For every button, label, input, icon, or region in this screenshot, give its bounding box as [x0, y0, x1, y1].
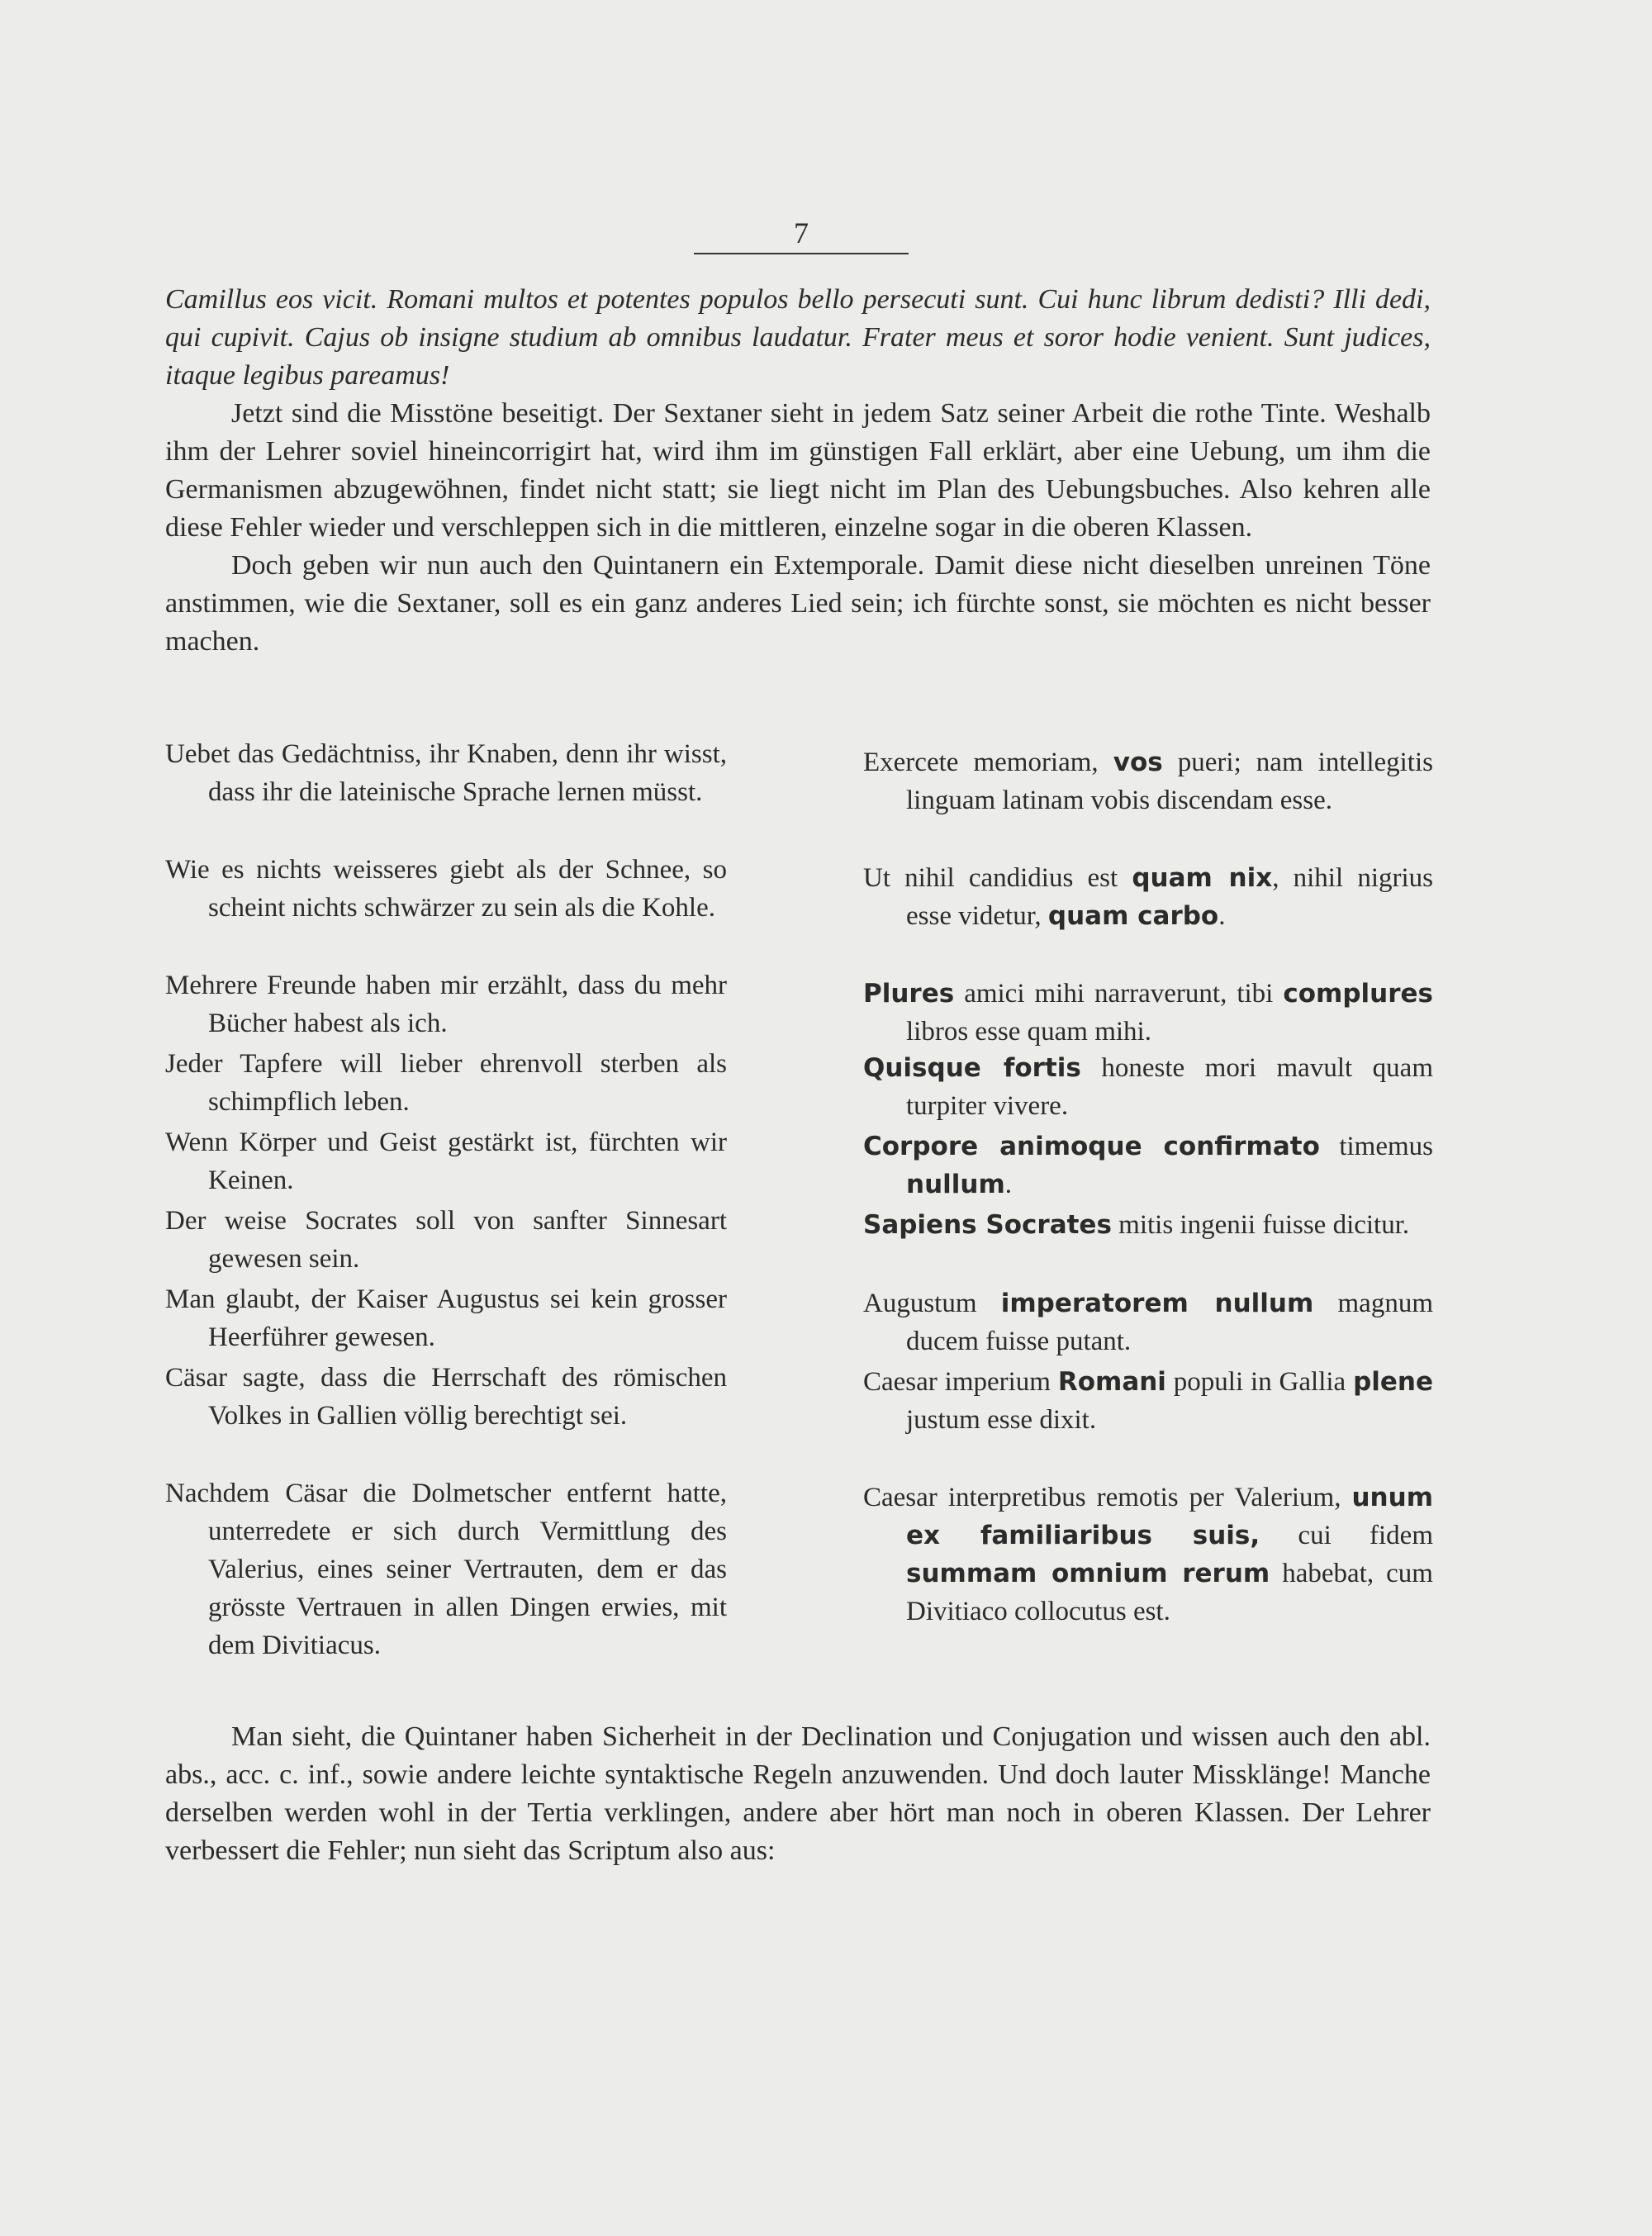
latin-item: Sapiens Socrates mitis ingenii fuisse dicitur.	[863, 1210, 1410, 1240]
latin-emphasis: summam omnium rerum	[906, 1559, 1270, 1588]
latin-emphasis: Sapiens Socrates	[863, 1210, 1112, 1240]
latin-item: Plures amici mihi narraverunt, tibi complures libros esse quam mihi.	[863, 979, 1433, 1047]
latin-item: Quisque fortis honeste mori mavult quam turpiter vivere.	[863, 1053, 1434, 1121]
latin-item: Augustum imperatorem nullum magnum ducem fuisse putant.	[863, 1289, 1433, 1356]
latin-emphasis: complures	[1283, 979, 1433, 1009]
page-number-rule	[694, 253, 909, 254]
latin-item: Corpore animoque confirmato timemus nullum.	[863, 1132, 1433, 1199]
closing-paragraph: Man sieht, die Quintaner haben Sicherheit in der Declination und Conjugation und wissen auch den abl. abs., acc. c. inf., sowie andere leichte syntaktische Regeln anzuwenden. Und doch lauter Missklänge! Manche derselben werden wohl in der Tertia verklingen, andere aber hört man noch in oberen Klassen. Der Lehrer verbessert die Fehler; nun sieht das Scriptum also aus:	[165, 1721, 1431, 1866]
paragraph-misstoene: Jetzt sind die Misstöne beseitigt. Der Sextaner sieht in jedem Satz seiner Arbeit die rothe Tinte. Weshalb ihm der Lehrer soviel hineincorrigirt hat, wird ihm im günstigen Fall erklärt, aber eine Uebung, um ihm die Germanismen abzugewöhnen, findet nicht statt; sie liegt nicht im Plan des Uebungsbuches. Also kehren alle diese Fehler wieder und verschleppen sich in die mittleren, einzelne sogar in die oberen Klassen.	[165, 398, 1431, 543]
latin-item: Ut nihil candidius est quam nix, nihil nigrius esse videtur, quam carbo.	[863, 863, 1433, 931]
latin-emphasis: plene	[1353, 1367, 1434, 1397]
german-item: Uebet das Gedächtniss, ihr Knaben, denn ihr wisst, dass ihr die lateinische Sprache lernen müsst.	[165, 739, 727, 807]
paragraph-extemporale: Doch geben wir nun auch den Quintanern ein Extemporale. Damit diese nicht dieselben unreinen Töne anstimmen, wie die Sextaner, soll es ein ganz anderes Lied sein; ich fürchte sonst, sie möchten es nicht besser machen.	[165, 550, 1431, 657]
latin-emphasis: unum ex familiaribus suis,	[906, 1483, 1433, 1550]
latin-emphasis: nullum	[906, 1170, 1005, 1199]
latin-emphasis: Quisque fortis	[863, 1053, 1081, 1083]
latin-emphasis: Romani	[1057, 1367, 1166, 1397]
latin-item: Exercete memoriam, vos pueri; nam intellegitis linguam latinam vobis discendam esse.	[863, 748, 1433, 815]
latin-item: Caesar imperium Romani populi in Gallia plene justum esse dixit.	[863, 1367, 1434, 1435]
german-item: Wie es nichts weisseres giebt als der Schnee, so scheint nichts schwärzer zu sein als die Kohle.	[165, 855, 727, 923]
latin-emphasis: quam carbo	[1047, 901, 1219, 931]
top-text	[165, 281, 1431, 661]
page-number: 7	[794, 216, 809, 249]
german-item: Der weise Socrates soll von sanfter Sinnesart gewesen sein.	[165, 1206, 727, 1274]
german-item: Cäsar sagte, dass die Herrschaft des römischen Volkes in Gallien völlig berechtigt sei.	[165, 1363, 727, 1431]
german-item: Jeder Tapfere will lieber ehrenvoll sterben als schimpflich leben.	[165, 1049, 727, 1117]
german-item: Nachdem Cäsar die Dolmetscher entfernt hatte, unterredete er sich durch Vermittlung des Valerius, eines seiner Vertrauten, dem er das grösste Vertrauen in allen Dingen erwies, mit dem Divitiacus.	[165, 1479, 727, 1660]
latin-emphasis: Plures	[863, 979, 955, 1009]
intro-latin-sentences: Camillus eos vicit. Romani multos et potentes populos bello persecuti sunt. Cui hunc librum dedisti? Illi dedi, qui cupivit. Cajus ob insigne studium ab omnibus laudatur. Frater meus et soror hodie venient. Sunt judices, itaque legibus pareamus!	[165, 284, 1431, 391]
latin-emphasis: imperatorem nullum	[1000, 1289, 1314, 1318]
closing-text	[165, 1718, 1431, 1870]
latin-item: Caesar interpretibus remotis per Valerium, unum ex familiaribus suis, cui fidem summam omnium rerum habebat, cum Divitiaco collocutus est.	[863, 1483, 1433, 1626]
latin-emphasis: quam nix	[1132, 863, 1273, 893]
german-item: Man glaubt, der Kaiser Augustus sei kein grosser Heerführer gewesen.	[165, 1284, 727, 1352]
latin-emphasis: Corpore animoque confirmato	[863, 1132, 1320, 1161]
german-item: Wenn Körper und Geist gestärkt ist, fürchten wir Keinen.	[165, 1127, 727, 1195]
latin-emphasis: vos	[1113, 748, 1163, 777]
german-item: Mehrere Freunde haben mir erzählt, dass du mehr Bücher habest als ich.	[165, 971, 727, 1038]
